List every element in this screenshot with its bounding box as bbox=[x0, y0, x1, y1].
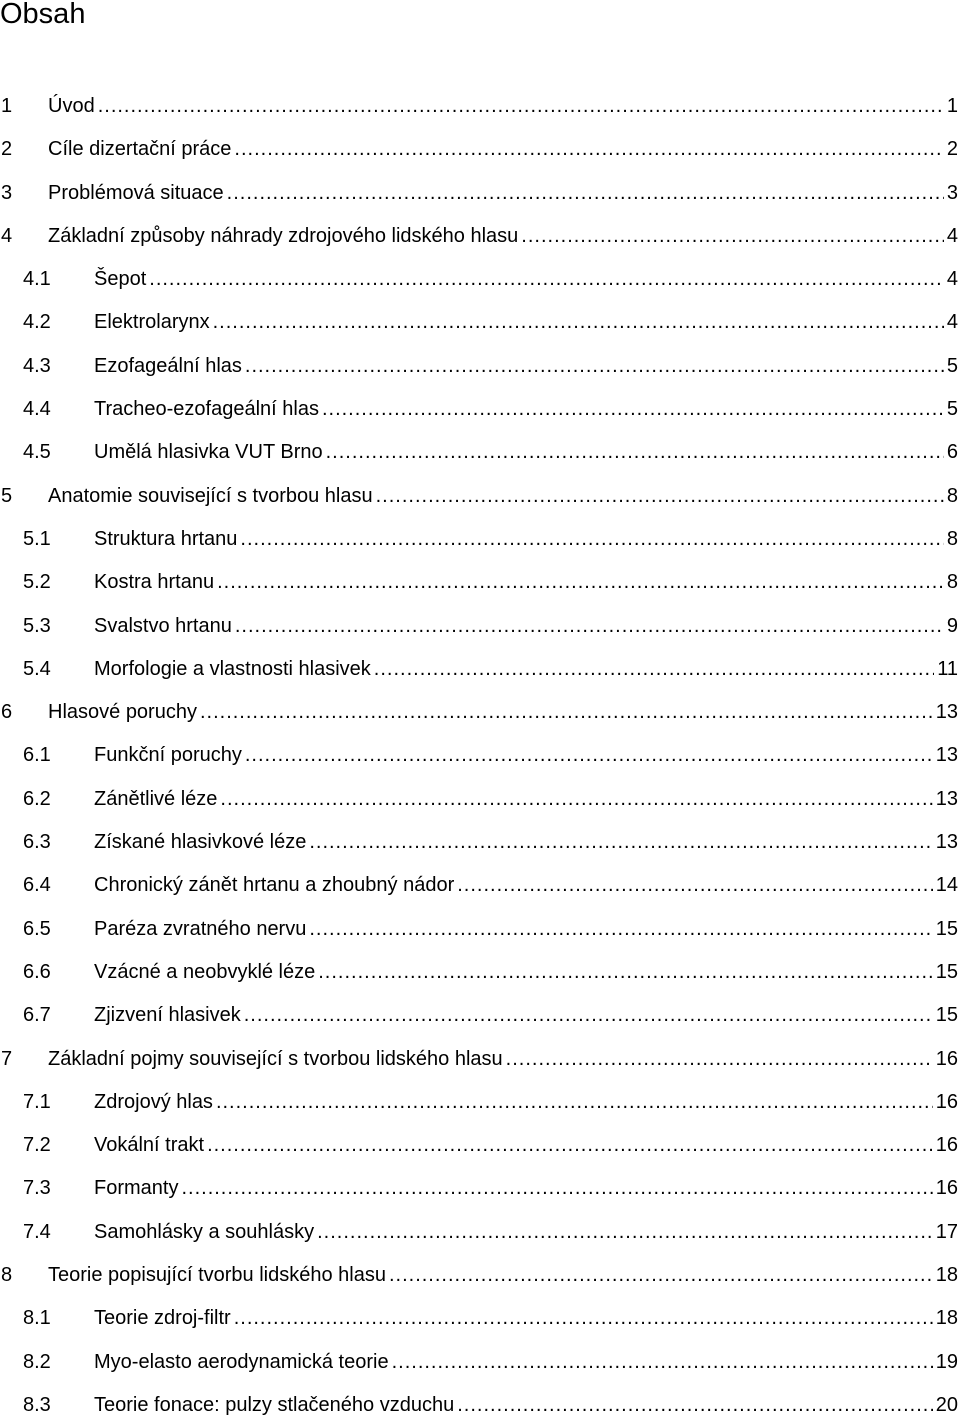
toc-entry-number: 8.1 bbox=[23, 1307, 51, 1330]
toc-entry-number: 1 bbox=[1, 95, 13, 117]
toc-entry-number: 4 bbox=[1, 224, 13, 247]
toc-entry-number: 7.3 bbox=[23, 1177, 51, 1200]
toc-entry-title: Ezofageální hlas bbox=[94, 354, 242, 377]
toc-entry-number: 7.4 bbox=[23, 1220, 51, 1243]
toc-entry[interactable] bbox=[0, 1038, 960, 1081]
toc-entry[interactable] bbox=[0, 1341, 960, 1384]
toc-entry-page: 16 bbox=[935, 1177, 958, 1200]
toc-entry-title: Funkční poruchy bbox=[94, 744, 242, 767]
toc-entry-title: Zdrojový hlas bbox=[94, 1090, 213, 1113]
toc-dot-leader bbox=[318, 951, 933, 994]
toc-entry-page: 16 bbox=[935, 1047, 958, 1070]
toc-entry-page: 4 bbox=[946, 311, 958, 334]
toc-entry[interactable] bbox=[0, 85, 960, 128]
toc-entry[interactable] bbox=[0, 908, 960, 951]
toc-entry-number: 2 bbox=[1, 138, 13, 161]
toc-entry-number: 5.3 bbox=[23, 614, 51, 637]
toc-entry-page: 13 bbox=[935, 831, 958, 854]
toc-dot-leader bbox=[309, 908, 932, 951]
toc-entry-number: 4.3 bbox=[23, 354, 51, 377]
toc-entry[interactable] bbox=[0, 215, 960, 258]
toc-entry-page: 19 bbox=[935, 1350, 958, 1373]
toc-entry[interactable] bbox=[0, 561, 960, 604]
toc-dot-leader bbox=[392, 1341, 933, 1384]
toc-entry-title: Zánětlivé léze bbox=[94, 787, 218, 810]
toc-dot-leader bbox=[181, 1167, 932, 1210]
toc-dot-leader bbox=[240, 518, 943, 561]
toc-entry-page: 11 bbox=[937, 657, 958, 680]
toc-entry-number: 6.4 bbox=[23, 874, 51, 897]
toc-entry-page: 5 bbox=[946, 354, 958, 377]
toc-dot-leader bbox=[506, 1038, 933, 1081]
toc-entry-number: 6.3 bbox=[23, 831, 51, 854]
toc-dot-leader bbox=[326, 431, 944, 474]
toc-entry-page: 8 bbox=[946, 571, 958, 594]
toc-entry-title: Anatomie související s tvorbou hlasu bbox=[48, 484, 373, 507]
toc-dot-leader bbox=[213, 301, 944, 344]
toc-entry-title: Úvod bbox=[48, 95, 95, 117]
toc-entry-page: 9 bbox=[946, 614, 958, 637]
toc-entry-title: Cíle dizertační práce bbox=[48, 138, 232, 161]
toc-dot-leader bbox=[200, 691, 933, 734]
toc-entry-page: 17 bbox=[935, 1220, 958, 1243]
toc-entry-number: 8 bbox=[1, 1264, 13, 1287]
toc-entry-title: Vokální trakt bbox=[94, 1134, 205, 1157]
toc-entry-number: 4.4 bbox=[23, 398, 51, 421]
toc-entry-title: Formanty bbox=[94, 1177, 179, 1200]
toc-entry-page: 20 bbox=[935, 1393, 958, 1416]
toc-entry-page: 15 bbox=[935, 960, 958, 983]
toc-entry-page: 4 bbox=[946, 224, 958, 247]
toc-entry[interactable] bbox=[0, 1167, 960, 1210]
toc-entry[interactable] bbox=[0, 431, 960, 474]
toc-entry-page: 15 bbox=[935, 1004, 958, 1027]
toc-entry[interactable] bbox=[0, 1081, 960, 1124]
toc-entry[interactable] bbox=[0, 1384, 960, 1427]
toc-entry-number: 3 bbox=[1, 181, 13, 204]
toc-dot-leader bbox=[374, 648, 934, 691]
toc-dot-leader bbox=[376, 475, 944, 518]
toc-entry[interactable] bbox=[0, 951, 960, 994]
toc-entry-title: Teorie zdroj-filtr bbox=[94, 1307, 231, 1330]
toc-dot-leader bbox=[244, 994, 933, 1037]
toc-entry-title: Morfologie a vlastnosti hlasivek bbox=[94, 657, 371, 680]
toc-entry-number: 7.2 bbox=[23, 1134, 51, 1157]
toc-entry[interactable] bbox=[0, 864, 960, 907]
toc-entry-number: 4.2 bbox=[23, 311, 51, 334]
toc-entry[interactable] bbox=[0, 172, 960, 215]
toc-entry[interactable] bbox=[0, 388, 960, 431]
toc-entry-page: 8 bbox=[946, 484, 958, 507]
toc-entry-page: 6 bbox=[946, 441, 958, 464]
toc-entry[interactable] bbox=[0, 648, 960, 691]
toc-entry-title: Základní způsoby náhrady zdrojového lidského hlasu bbox=[48, 224, 519, 247]
toc-entry-number: 6.5 bbox=[23, 917, 51, 940]
toc-dot-leader bbox=[149, 258, 944, 301]
toc-entry-number: 6.1 bbox=[23, 744, 51, 767]
toc-entry-page: 16 bbox=[935, 1090, 958, 1113]
toc-entry-number: 5.4 bbox=[23, 657, 51, 680]
toc-entry-title: Paréza zvratného nervu bbox=[94, 917, 307, 940]
toc-entry-page: 2 bbox=[946, 138, 958, 161]
toc-entry[interactable] bbox=[0, 475, 960, 518]
toc-entry[interactable] bbox=[0, 1254, 960, 1297]
toc-entry-title: Základní pojmy související s tvorbou lidského hlasu bbox=[48, 1047, 503, 1070]
toc-entry-number: 7.1 bbox=[23, 1090, 51, 1113]
toc-entry-title: Umělá hlasivka VUT Brno bbox=[94, 441, 323, 464]
toc-entry-page: 1 bbox=[946, 95, 958, 117]
toc-dot-leader bbox=[216, 1081, 933, 1124]
toc-entry-title: Hlasové poruchy bbox=[48, 701, 197, 724]
toc-entry-page: 4 bbox=[946, 268, 958, 291]
toc-entry-title: Struktura hrtanu bbox=[94, 527, 238, 550]
toc-entry[interactable] bbox=[0, 1297, 960, 1340]
toc-dot-leader bbox=[317, 1211, 933, 1254]
toc-entry[interactable] bbox=[0, 821, 960, 864]
toc-entry-title: Získané hlasivkové léze bbox=[94, 831, 307, 854]
toc-dot-leader bbox=[220, 778, 932, 821]
table-of-contents bbox=[0, 85, 960, 1427]
toc-entry-title: Problémová situace bbox=[48, 181, 224, 204]
toc-entry-number: 8.3 bbox=[23, 1393, 51, 1416]
toc-dot-leader bbox=[227, 172, 944, 215]
toc-dot-leader bbox=[98, 85, 944, 128]
toc-entry-title: Vzácné a neobvyklé léze bbox=[94, 960, 316, 983]
toc-dot-leader bbox=[457, 864, 933, 907]
toc-entry-number: 5 bbox=[1, 484, 13, 507]
toc-entry-number: 7 bbox=[1, 1047, 13, 1070]
toc-entry-page: 16 bbox=[935, 1134, 958, 1157]
toc-entry-number: 5.1 bbox=[23, 527, 51, 550]
toc-entry-page: 15 bbox=[935, 917, 958, 940]
toc-dot-leader bbox=[457, 1384, 933, 1427]
toc-entry-page: 14 bbox=[935, 874, 958, 897]
toc-entry[interactable] bbox=[0, 518, 960, 561]
toc-dot-leader bbox=[245, 345, 944, 388]
toc-entry-title: Elektrolarynx bbox=[94, 311, 210, 334]
toc-entry[interactable] bbox=[0, 301, 960, 344]
toc-entry-page: 5 bbox=[946, 398, 958, 421]
toc-dot-leader bbox=[389, 1254, 933, 1297]
toc-entry[interactable] bbox=[0, 345, 960, 388]
toc-entry-title: Teorie fonace: pulzy stlačeného vzduchu bbox=[94, 1393, 455, 1416]
toc-dot-leader bbox=[245, 734, 933, 777]
toc-entry[interactable] bbox=[0, 778, 960, 821]
toc-entry-page: 13 bbox=[935, 701, 958, 724]
toc-entry-page: 13 bbox=[935, 744, 958, 767]
toc-entry[interactable] bbox=[0, 734, 960, 777]
toc-entry-page: 3 bbox=[946, 181, 958, 204]
toc-entry-number: 6 bbox=[1, 701, 13, 724]
toc-entry-number: 8.2 bbox=[23, 1350, 51, 1373]
toc-dot-leader bbox=[235, 605, 944, 648]
toc-entry[interactable] bbox=[0, 691, 960, 734]
toc-entry-number: 6.6 bbox=[23, 960, 51, 983]
toc-entry[interactable] bbox=[0, 258, 960, 301]
toc-entry-page: 18 bbox=[935, 1307, 958, 1330]
toc-entry[interactable] bbox=[0, 1211, 960, 1254]
toc-entry-title: Chronický zánět hrtanu a zhoubný nádor bbox=[94, 874, 455, 897]
toc-dot-leader bbox=[207, 1124, 933, 1167]
page-title: Obsah bbox=[0, 0, 86, 30]
toc-entry[interactable] bbox=[0, 605, 960, 648]
toc-entry-title: Samohlásky a souhlásky bbox=[94, 1220, 315, 1243]
toc-entry-page: 13 bbox=[935, 787, 958, 810]
toc-entry-number: 6.2 bbox=[23, 787, 51, 810]
toc-entry-title: Tracheo-ezofageální hlas bbox=[94, 398, 319, 421]
toc-entry-number: 4.1 bbox=[23, 268, 51, 291]
toc-dot-leader bbox=[309, 821, 932, 864]
toc-entry[interactable] bbox=[0, 128, 960, 171]
toc-entry[interactable] bbox=[0, 994, 960, 1037]
toc-dot-leader bbox=[521, 215, 944, 258]
toc-dot-leader bbox=[322, 388, 944, 431]
toc-entry-title: Zjizvení hlasivek bbox=[94, 1004, 241, 1027]
toc-entry-number: 6.7 bbox=[23, 1004, 51, 1027]
toc-entry-title: Myo-elasto aerodynamická teorie bbox=[94, 1350, 389, 1373]
toc-entry-title: Teorie popisující tvorbu lidského hlasu bbox=[48, 1264, 386, 1287]
toc-entry-title: Svalstvo hrtanu bbox=[94, 614, 232, 637]
toc-entry-number: 4.5 bbox=[23, 441, 51, 464]
toc-entry-title: Kostra hrtanu bbox=[94, 571, 215, 594]
toc-dot-leader bbox=[217, 561, 944, 604]
toc-entry-number: 5.2 bbox=[23, 571, 51, 594]
toc-dot-leader bbox=[234, 128, 943, 171]
toc-entry-title: Šepot bbox=[94, 268, 147, 291]
toc-dot-leader bbox=[234, 1297, 933, 1340]
toc-entry-page: 8 bbox=[946, 527, 958, 550]
toc-entry[interactable] bbox=[0, 1124, 960, 1167]
toc-entry-page: 18 bbox=[935, 1264, 958, 1287]
